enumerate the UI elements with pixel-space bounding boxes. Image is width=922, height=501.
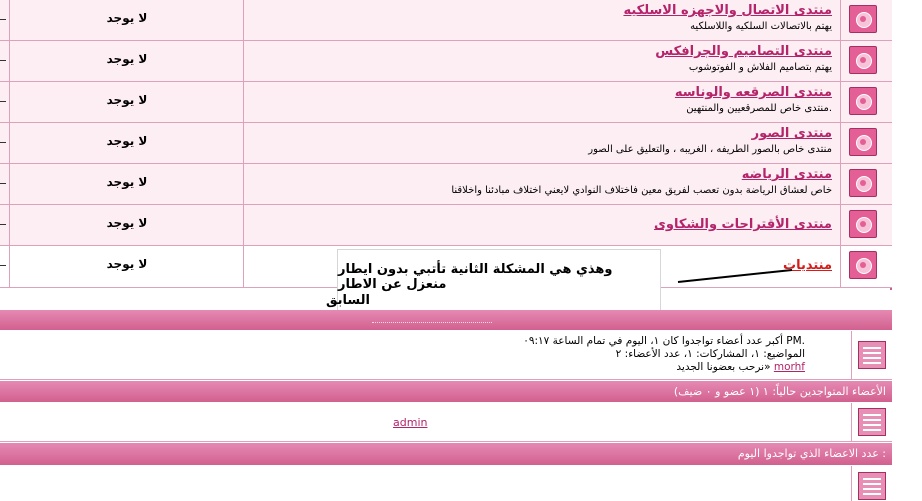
topics-stats-text: المواضيع: ١، المشاركات: ١، عدد الأعضاء: ٢: [615, 348, 805, 360]
today-users-bar: [0, 443, 892, 465]
forum-icon-cell: [842, 41, 892, 81]
today-users-row: [0, 466, 892, 501]
stats-header-bar: [0, 310, 892, 330]
online-users-title[interactable]: الأعضاء المتواجدين حالياً: ١ (١ عضو و ٠ ضيف): [673, 385, 886, 398]
today-users-icon: [858, 472, 886, 500]
forum-row: [0, 164, 892, 205]
forum-title-cell: [245, 0, 841, 40]
online-users-cell: [0, 403, 852, 441]
forum-title-link[interactable]: منتدى الرياضه: [741, 167, 832, 182]
forum-title-link[interactable]: منتدى الصور: [751, 126, 832, 141]
last-post-cell: [11, 123, 244, 163]
forum-icon-cell: [842, 82, 892, 122]
last-post-text: لا يوجد: [106, 11, 148, 25]
forum-icon: [849, 87, 877, 115]
forum-row: [0, 41, 892, 82]
stats-lines: [523, 335, 805, 374]
newest-member-link[interactable]: morhf: [773, 361, 805, 373]
right-margin: [893, 0, 922, 501]
forum-title-cell: [245, 41, 841, 81]
forum-icon-cell: [842, 205, 892, 245]
forum-title-link[interactable]: منتدى الاتصال والاجهزه الاسلكيه: [623, 3, 832, 18]
forum-icon-cell: [842, 123, 892, 163]
stats-text-cell: [0, 331, 852, 379]
forum-icon: [849, 5, 877, 33]
stats-icon-cell: [854, 331, 892, 379]
forum-title-link[interactable]: منتدى الأقتراحات والشكاوى: [653, 217, 832, 232]
forum-icon: [849, 46, 877, 74]
forum-title-link[interactable]: منتدى التصاميم والجرافكس: [655, 44, 832, 59]
last-post-text: لا يوجد: [106, 134, 148, 148]
last-post-cell: [11, 0, 244, 40]
online-icon-cell: [854, 403, 892, 441]
forum-title-cell: [245, 164, 841, 204]
empty-cell: [0, 0, 10, 40]
newest-member-line: [523, 361, 805, 374]
forum-title-cell: [245, 205, 841, 245]
forum-icon-cell: [842, 246, 892, 287]
stats-icon: [858, 341, 886, 369]
last-post-cell: [11, 246, 244, 287]
forum-description: منتدى خاص بالصور الطريفه ، الغريبه ، والتعليق على الصور: [588, 144, 832, 155]
forum-title-link[interactable]: منتدى الصرقعه والوناسه: [674, 85, 832, 100]
hidden-link-remnant: [372, 322, 492, 326]
annotation-pointer-line: [676, 268, 794, 284]
annotation-line-2: السابق: [325, 293, 370, 308]
forum-icon: [849, 210, 877, 238]
last-post-text: لا يوجد: [106, 257, 148, 271]
annotation-line-1: وهذي هي المشكلة الثانية تأتبي بدون ايطار منعزل عن الاطار: [338, 262, 613, 292]
online-users-bar: [0, 381, 892, 402]
forum-row: [0, 0, 892, 41]
stats-row: [0, 331, 892, 380]
forum-icon-cell: [842, 0, 892, 40]
today-users-cell: [0, 466, 852, 501]
max-online-text: أكبر عدد أعضاء تواجدوا كان ١، اليوم في تمام الساعة ٠٩:١٧ PM.: [523, 335, 805, 347]
forum-icon: [849, 251, 877, 279]
last-post-cell: [11, 205, 244, 245]
online-users-icon: [858, 408, 886, 436]
last-post-text: لا يوجد: [106, 93, 148, 107]
forum-icon: [849, 128, 877, 156]
last-post-text: لا يوجد: [106, 216, 148, 230]
last-post-text: لا يوجد: [106, 175, 148, 189]
forum-icon-cell: [842, 164, 892, 204]
forum-title-link[interactable]: منتديات: [783, 258, 832, 273]
last-post-cell: [11, 41, 244, 81]
empty-cell: [0, 246, 10, 287]
online-user-link[interactable]: admin: [393, 416, 428, 429]
today-icon-cell: [854, 466, 892, 501]
empty-cell: [0, 164, 10, 204]
welcome-prefix: نرحب بعضونا الجديد»: [676, 361, 771, 373]
online-users-row: [0, 403, 892, 442]
empty-cell: [0, 205, 10, 245]
today-users-title: عدد الاعضاء الذي تواجدوا اليوم :: [737, 447, 886, 460]
forum-title-cell: [245, 82, 841, 122]
forum-title-cell: [245, 123, 841, 163]
forum-description: يهتم بتصاميم الفلاش و الفوتوشوب: [688, 62, 832, 73]
last-post-text: لا يوجد: [106, 52, 148, 66]
last-post-cell: [11, 82, 244, 122]
forum-row: [0, 205, 892, 246]
empty-cell: [0, 123, 10, 163]
forum-description: منتدى خاص للمصرقعيين والمنتهين.: [686, 103, 832, 114]
forum-row: [0, 123, 892, 164]
last-post-cell: [11, 164, 244, 204]
forum-icon: [849, 169, 877, 197]
empty-cell: [0, 82, 10, 122]
forum-row: [0, 82, 892, 123]
empty-cell: [0, 41, 10, 81]
forum-description: يهتم بالاتصالات السلكيه واللاسلكيه: [690, 21, 832, 32]
forum-description: خاص لعشاق الرياضة بدون تعصب لفريق معين فاختلاف النوادي لايعني اختلاف مبادئنا واخلاقنا: [451, 185, 832, 196]
